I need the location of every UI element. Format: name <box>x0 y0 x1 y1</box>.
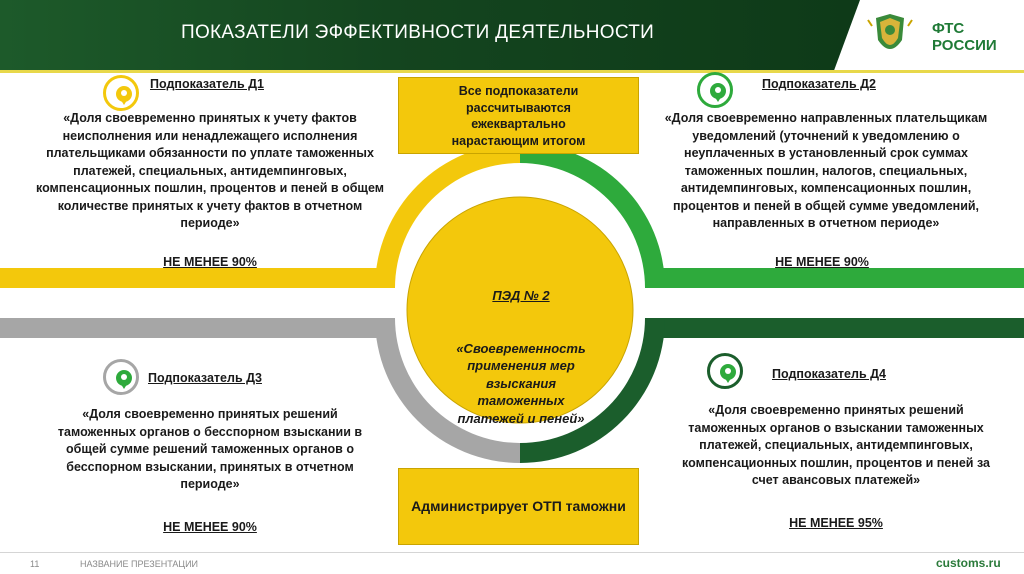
subindicator-d4-target: НЕ МЕНЕЕ 95% <box>789 516 883 530</box>
location-pin-icon <box>103 359 139 395</box>
admin-text: Администрирует ОТП таможни <box>411 498 626 514</box>
subindicator-d2-text: «Доля своевременно направленных плательщикам уведомлений (уточнений к уведомлению о неуплаченных в установленный срок суммах таможенных пошлин, налогов, специальных, антидемпинговых, компенсационных пошлин, процентов и пеней в общей сумме уведомлений, направленных в отчетном периоде» <box>664 111 988 230</box>
location-pin-icon <box>707 353 743 389</box>
location-pin-icon <box>697 72 733 108</box>
site-link[interactable]: customs.ru <box>936 556 1001 570</box>
presentation-name: НАЗВАНИЕ ПРЕЗЕНТАЦИИ <box>80 559 199 569</box>
subindicator-d4-text: «Доля своевременно принятых решений таможенных органов о взыскании таможенных платежей, специальных, антидемпинговых, компенсационных пошлин, процентов и пеней за счет авансовых платежей» <box>682 403 990 487</box>
subindicator-d1-target: НЕ МЕНЕЕ 90% <box>163 255 257 269</box>
note-text: Все подпоказатели рассчитываются ежеквартально нарастающим итогом <box>451 84 586 148</box>
location-pin-icon <box>103 75 139 111</box>
logo-text: ФТС РОССИИ <box>932 20 997 54</box>
subindicator-d2-title: Подпоказатель Д2 <box>762 77 876 91</box>
center-label <box>436 252 606 445</box>
center-description: «Своевременность применения мер взыскания таможенных платежей и пеней» <box>456 340 586 426</box>
subindicator-d2-target: НЕ МЕНЕЕ 90% <box>775 255 869 269</box>
footer-divider <box>0 552 1024 553</box>
page-number: 11 <box>30 559 40 569</box>
center-title: ПЭД № 2 <box>492 288 550 303</box>
note-box <box>398 77 639 154</box>
subindicator-d1-title: Подпоказатель Д1 <box>150 77 264 91</box>
band-dark-green <box>660 318 1024 338</box>
subindicator-d3-target: НЕ МЕНЕЕ 90% <box>163 520 257 534</box>
band-green <box>660 268 1024 288</box>
subindicator-d3-text: «Доля своевременно принятых решений таможенных органов о бесспорном взыскании в общей сумме решений таможенных органов о бесспорном взыскании, принятых в отчетном периоде» <box>57 407 363 491</box>
band-gray <box>0 318 385 338</box>
subindicator-d1-text: «Доля своевременно принятых к учету фактов неисполнения или ненадлежащего исполнения плательщиками обязанности по уплате таможенных платежей, специальных, антидемпинговых, компенсационных пошлин, процентов и пеней в общем количестве принятых к учету фактов в отчетном периоде» <box>35 111 385 230</box>
subindicator-d4-title: Подпоказатель Д4 <box>772 367 886 381</box>
admin-box <box>398 468 639 545</box>
page-title: ПОКАЗАТЕЛИ ЭФФЕКТИВНОСТИ ДЕЯТЕЛЬНОСТИ <box>181 22 655 43</box>
band-yellow <box>0 268 385 288</box>
subindicator-d3-title: Подпоказатель Д3 <box>148 371 262 385</box>
